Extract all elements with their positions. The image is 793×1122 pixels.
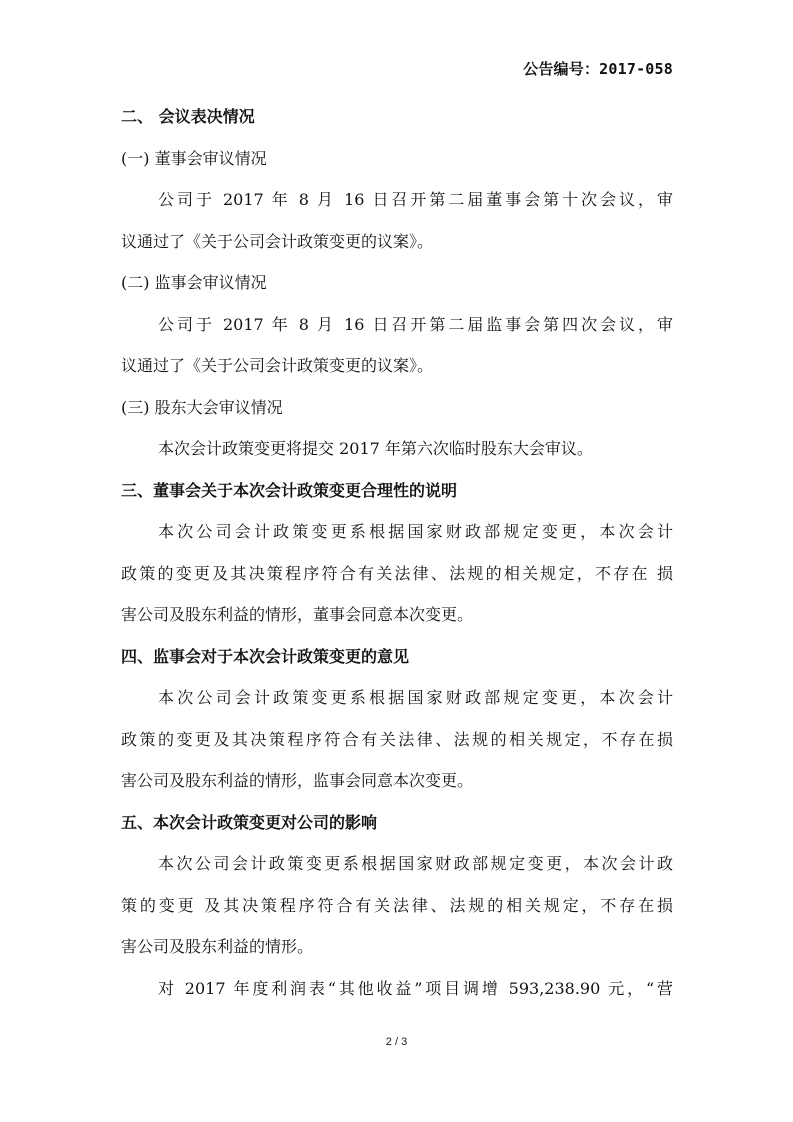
paragraph-line: 议通过了《关于公司会计政策变更的议案》。 — [121, 231, 434, 251]
paragraph-line: 议通过了《关于公司会计政策变更的议案》。 — [121, 356, 434, 375]
paragraph-line: 害公司及股东利益的情形，董事会同意本次变更。 — [121, 605, 474, 624]
page-number: 2 / 3 — [385, 1036, 408, 1048]
paragraph-line: 本次会计政策变更将提交 2017 年第六次临时股东大会审议。 — [158, 439, 593, 458]
paragraph-line: 害公司及股东利益的情形。 — [121, 937, 314, 956]
paragraph-line: 本次公司会计政策变更系根据国家财政部规定变更，本次会计政 — [158, 854, 673, 873]
section-heading: 二、 会议表决情况 — [121, 107, 255, 126]
paragraph-line: 策的变更 及其决策程序符合有关法律、法规的相关规定，不存在损 — [121, 895, 673, 915]
section-heading: 五、本次会计政策变更对公司的影响 — [121, 812, 378, 832]
paragraph-line: 公司于 2017 年 8 月 16 日召开第二届董事会第十次会议，审 — [158, 190, 673, 209]
paragraph-line: 本次公司会计政策变更系根据国家财政部规定变更，本次会计 — [158, 522, 673, 541]
notice-number: 公告编号：2017-058 — [523, 60, 673, 78]
paragraph-line: 本次公司会计政策变更系根据国家财政部规定变更，本次会计 — [158, 688, 673, 707]
paragraph-line: (二) 监事会审议情况 — [121, 273, 267, 292]
paragraph-line: 对 2017 年度利润表“其他收益”项目调增 593,238.90 元，“营 — [158, 978, 673, 998]
paragraph-line: (三) 股东大会审议情况 — [121, 397, 283, 417]
section-heading: 三、董事会关于本次会计政策变更合理性的说明 — [121, 480, 458, 500]
paragraph-line: 政策的变更及其决策程序符合有关法律、法规的相关规定，不存在损 — [121, 729, 673, 749]
paragraph-line: 公司于 2017 年 8 月 16 日召开第二届监事会第四次会议，审 — [158, 314, 673, 334]
paragraph-line: 政策的变更及其决策程序符合有关法律、法规的相关规定，不存在 损 — [121, 563, 673, 583]
section-heading: 四、监事会对于本次会计政策变更的意见 — [121, 646, 410, 666]
paragraph-line: 害公司及股东利益的情形，监事会同意本次变更。 — [121, 771, 474, 790]
paragraph-line: (一) 董事会审议情况 — [121, 148, 267, 168]
document-body — [121, 96, 673, 1009]
